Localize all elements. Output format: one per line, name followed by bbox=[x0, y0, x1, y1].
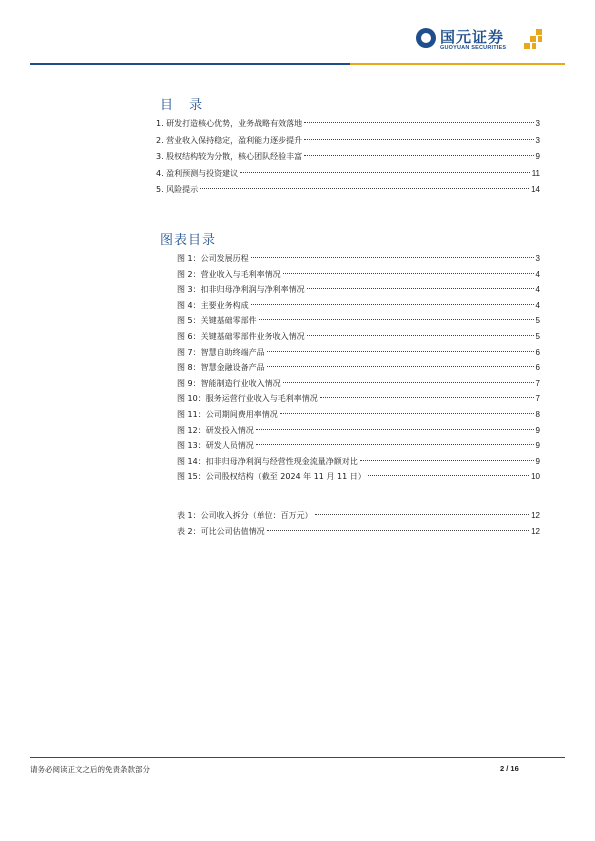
toc-entry-page: 9 bbox=[535, 152, 540, 161]
dot-leader bbox=[320, 397, 534, 398]
figure-entry-label: 图 6：关键基础零部件业务收入情况 bbox=[177, 331, 305, 341]
logo-emblem-icon bbox=[416, 28, 436, 48]
dot-leader bbox=[307, 288, 534, 289]
figure-entry-page: 6 bbox=[535, 363, 540, 373]
dot-leader bbox=[304, 139, 533, 140]
dot-leader bbox=[267, 351, 534, 352]
figure-entry[interactable] bbox=[177, 407, 540, 423]
figure-entry-page: 4 bbox=[535, 285, 540, 295]
figures-list bbox=[177, 251, 540, 485]
dot-leader bbox=[304, 155, 533, 156]
dot-leader bbox=[283, 273, 534, 274]
dot-leader bbox=[259, 319, 534, 320]
toc-entry-label: 1. 研发打造核心优势，业务战略有效落地 bbox=[156, 119, 303, 128]
dot-leader bbox=[256, 444, 534, 445]
dot-leader bbox=[368, 475, 529, 476]
logo-brand-cn: 国元证券 bbox=[440, 28, 505, 46]
toc-entry[interactable] bbox=[156, 166, 540, 183]
header-rule-blue bbox=[30, 63, 350, 65]
footer-disclaimer: 请务必阅读正文之后的免责条款部分 bbox=[30, 765, 150, 774]
tables-list bbox=[177, 508, 540, 539]
toc-entry-page: 11 bbox=[531, 168, 540, 178]
figure-entry-page: 3 bbox=[535, 254, 540, 263]
table-entry-label: 表 1：公司收入拆分（单位：百万元） bbox=[177, 511, 313, 520]
figure-entry-label: 图 7：智慧自助终端产品 bbox=[177, 347, 265, 357]
figure-entry-label: 图 1：公司发展历程 bbox=[177, 254, 249, 263]
figure-entry-page: 6 bbox=[535, 347, 540, 357]
dot-leader bbox=[251, 304, 534, 305]
figure-entry[interactable] bbox=[177, 298, 540, 314]
dot-leader bbox=[304, 122, 533, 123]
figure-entry-label: 图 10：服务运营行业收入与毛利率情况 bbox=[177, 394, 318, 404]
figure-entry-page: 5 bbox=[535, 331, 540, 341]
figure-entry-label: 图 2：营业收入与毛利率情况 bbox=[177, 269, 281, 279]
toc-entry[interactable] bbox=[156, 182, 540, 199]
toc-entry-page: 14 bbox=[531, 185, 540, 194]
figure-entry-page: 4 bbox=[535, 269, 540, 279]
footer-rule bbox=[30, 757, 565, 758]
table-entry-page: 12 bbox=[531, 511, 540, 520]
figure-entry[interactable] bbox=[177, 329, 540, 345]
table-entry-label: 表 2：可比公司估值情况 bbox=[177, 526, 265, 536]
toc-entry[interactable] bbox=[156, 116, 540, 133]
figure-entry-page: 9 bbox=[535, 425, 540, 435]
toc-entry-page: 3 bbox=[535, 119, 540, 128]
toc-entry-page: 3 bbox=[535, 135, 540, 145]
figure-entry-label: 图 9：智能制造行业收入情况 bbox=[177, 378, 281, 388]
toc-entry-label: 2. 营业收入保持稳定，盈利能力逐步提升 bbox=[156, 135, 303, 145]
figure-entry-label: 图 5：关键基础零部件 bbox=[177, 316, 257, 326]
toc-entry-label: 3. 股权结构较为分散，核心团队经验丰富 bbox=[156, 152, 303, 161]
toc-entry[interactable] bbox=[156, 133, 540, 150]
toc-entry[interactable] bbox=[156, 149, 540, 166]
dot-leader bbox=[267, 366, 534, 367]
dot-leader bbox=[283, 382, 534, 383]
figure-entry-label: 图 14：扣非归母净利润与经营性现金流量净额对比 bbox=[177, 456, 358, 466]
table-entry[interactable] bbox=[177, 524, 540, 540]
figure-entry[interactable] bbox=[177, 423, 540, 439]
figure-entry[interactable] bbox=[177, 454, 540, 470]
figure-entry[interactable] bbox=[177, 267, 540, 283]
logo-brand-en: GUOYUAN SECURITIES bbox=[440, 45, 507, 51]
figure-entry-page: 7 bbox=[535, 394, 540, 404]
figure-entry[interactable] bbox=[177, 376, 540, 392]
dot-leader bbox=[200, 188, 529, 189]
figure-entry[interactable] bbox=[177, 469, 540, 485]
figure-entry[interactable] bbox=[177, 282, 540, 298]
table-entry-page: 12 bbox=[531, 526, 540, 536]
figure-entry[interactable] bbox=[177, 251, 540, 267]
figures-title: 图表目录 bbox=[160, 233, 217, 248]
figure-entry[interactable] bbox=[177, 345, 540, 361]
dot-leader bbox=[251, 257, 534, 258]
figure-entry-label: 图 13：研发人员情况 bbox=[177, 441, 254, 451]
figure-entry-page: 9 bbox=[535, 441, 540, 451]
dot-leader bbox=[280, 413, 534, 414]
dot-leader bbox=[307, 335, 534, 336]
figure-entry[interactable] bbox=[177, 360, 540, 376]
figure-entry-label: 图 15：公司股权结构（截至 2024 年 11 月 11 日） bbox=[177, 472, 366, 482]
dot-leader bbox=[240, 172, 530, 173]
toc-entry-label: 4. 盈利预测与投资建议 bbox=[156, 168, 239, 178]
header-rule-gold bbox=[350, 63, 565, 65]
figure-entry[interactable] bbox=[177, 391, 540, 407]
dot-leader bbox=[315, 514, 529, 515]
dot-leader bbox=[256, 429, 534, 430]
figure-entry-page: 5 bbox=[535, 316, 540, 326]
figure-entry[interactable] bbox=[177, 313, 540, 329]
figure-entry-page: 7 bbox=[535, 378, 540, 388]
logo-mark-icon bbox=[524, 29, 544, 51]
figure-entry-page: 10 bbox=[531, 472, 540, 482]
figure-entry-page: 9 bbox=[535, 456, 540, 466]
figure-entry-label: 图 4：主要业务构成 bbox=[177, 300, 249, 310]
figure-entry-page: 4 bbox=[535, 300, 540, 310]
figure-entry-label: 图 11：公司期间费用率情况 bbox=[177, 409, 278, 419]
dot-leader bbox=[360, 460, 534, 461]
figure-entry[interactable] bbox=[177, 438, 540, 454]
toc-list bbox=[156, 116, 540, 199]
figure-entry-label: 图 12：研发投入情况 bbox=[177, 425, 254, 435]
page-number: 2 / 16 bbox=[500, 764, 519, 773]
figure-entry-page: 8 bbox=[535, 409, 540, 419]
toc-entry-label: 5. 风险提示 bbox=[156, 185, 199, 194]
figure-entry-label: 图 3：扣非归母净利润与净利率情况 bbox=[177, 285, 305, 295]
toc-title: 目 录 bbox=[160, 98, 209, 113]
figure-entry-label: 图 8：智慧金融设备产品 bbox=[177, 363, 265, 373]
dot-leader bbox=[267, 530, 529, 531]
company-logo bbox=[416, 26, 544, 56]
table-entry[interactable] bbox=[177, 508, 540, 524]
